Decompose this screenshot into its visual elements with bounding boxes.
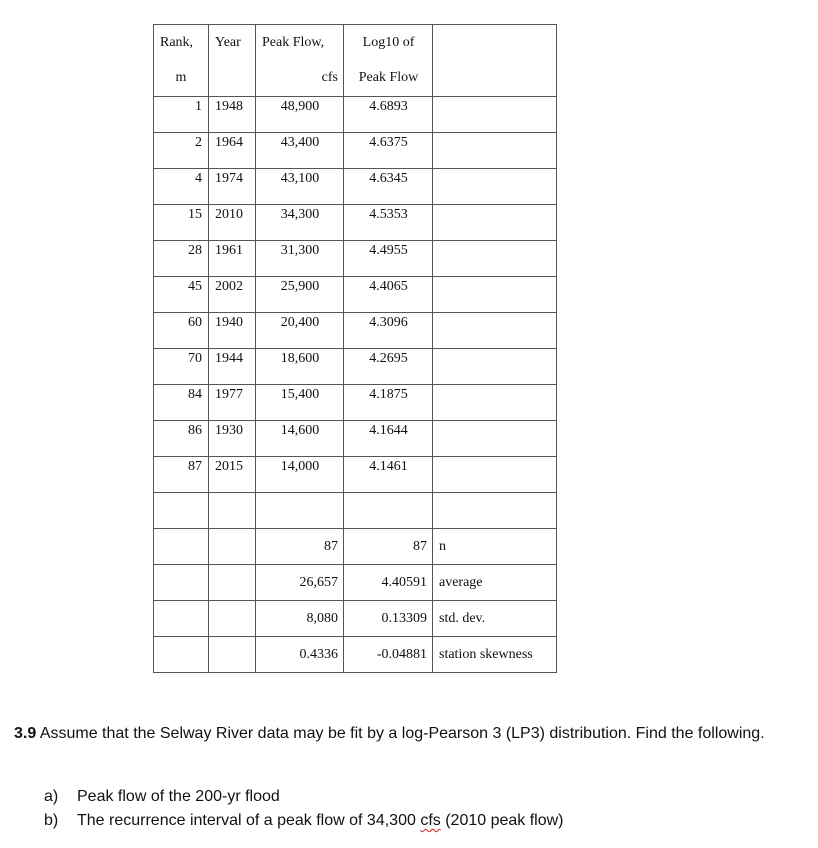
table-cell [433, 349, 557, 385]
table-cell: 1948 [209, 97, 256, 133]
table-cell: 14,600 [256, 421, 344, 457]
item-text-tail: (2010 peak flow) [440, 812, 564, 829]
table-cell: 2015 [209, 457, 256, 493]
table-row [154, 133, 557, 169]
table-cell: 4 [154, 169, 209, 205]
table-cell: 20,400 [256, 313, 344, 349]
table-cell [344, 493, 433, 529]
table-cell: 26,657 [256, 565, 344, 601]
table-cell: 1961 [209, 241, 256, 277]
table-cell: 4.6375 [344, 133, 433, 169]
problem-statement [14, 720, 804, 747]
problem-item-a [44, 785, 564, 809]
table-cell [433, 97, 557, 133]
table-cell [154, 601, 209, 637]
table-cell: 70 [154, 349, 209, 385]
table-row [154, 601, 557, 637]
item-marker: a) [44, 788, 59, 805]
table-cell: 86 [154, 421, 209, 457]
problem-item-b [44, 809, 564, 833]
table-cell: 4.6893 [344, 97, 433, 133]
table-cell [433, 205, 557, 241]
table-cell: 4.5353 [344, 205, 433, 241]
table-cell: 31,300 [256, 241, 344, 277]
table-cell: 43,100 [256, 169, 344, 205]
table-cell [154, 565, 209, 601]
table-cell: 4.1644 [344, 421, 433, 457]
table-cell [433, 457, 557, 493]
table-cell [209, 601, 256, 637]
table-cell: 2 [154, 133, 209, 169]
table-cell: -0.04881 [344, 637, 433, 673]
table-row [154, 385, 557, 421]
column-header: Log10 of [344, 25, 433, 61]
table-row [154, 493, 557, 529]
table-cell: 48,900 [256, 97, 344, 133]
table-row [154, 313, 557, 349]
item-text: The recurrence interval of a peak flow of 34,300 [77, 812, 421, 829]
table-cell: 0.4336 [256, 637, 344, 673]
table-row [154, 457, 557, 493]
table-cell: station skewness [433, 637, 557, 673]
table-cell [433, 385, 557, 421]
table-cell: 4.4065 [344, 277, 433, 313]
table-cell: 2002 [209, 277, 256, 313]
column-header [433, 25, 557, 61]
problem-items [44, 785, 564, 833]
table-cell [209, 637, 256, 673]
table-cell: 4.40591 [344, 565, 433, 601]
table-cell [433, 313, 557, 349]
table-cell: 4.3096 [344, 313, 433, 349]
table-cell [433, 493, 557, 529]
table-cell [209, 565, 256, 601]
table-cell: 1 [154, 97, 209, 133]
table-cell: n [433, 529, 557, 565]
table-cell: 1974 [209, 169, 256, 205]
table-cell: 4.1875 [344, 385, 433, 421]
item-text: Peak flow of the 200-yr flood [77, 788, 280, 805]
table-cell [433, 277, 557, 313]
table-cell [256, 493, 344, 529]
peak-flow-table [153, 24, 557, 673]
table-cell [433, 421, 557, 457]
table-cell: 1977 [209, 385, 256, 421]
problem-number: 3.9 [14, 725, 37, 742]
table-cell: 15,400 [256, 385, 344, 421]
table-cell [154, 529, 209, 565]
table-cell [433, 133, 557, 169]
table-row [154, 349, 557, 385]
table-cell: 45 [154, 277, 209, 313]
column-header: Rank, [154, 25, 209, 61]
table-cell: 1930 [209, 421, 256, 457]
table-cell [209, 529, 256, 565]
table-cell: 1940 [209, 313, 256, 349]
table-row [154, 277, 557, 313]
table-cell: 14,000 [256, 457, 344, 493]
table-cell: 28 [154, 241, 209, 277]
table-cell: 15 [154, 205, 209, 241]
column-header: Peak Flow, [256, 25, 344, 61]
table-cell: 1944 [209, 349, 256, 385]
table-cell: 8,080 [256, 601, 344, 637]
table-row [154, 169, 557, 205]
table-cell: 4.1461 [344, 457, 433, 493]
column-header [209, 61, 256, 97]
table-cell: 18,600 [256, 349, 344, 385]
table-cell: 2010 [209, 205, 256, 241]
table-cell [433, 241, 557, 277]
column-header: Peak Flow [344, 61, 433, 97]
table-cell: 34,300 [256, 205, 344, 241]
table-header-row [154, 61, 557, 97]
column-header [433, 61, 557, 97]
table-cell [209, 493, 256, 529]
table-row [154, 565, 557, 601]
column-header: Year [209, 25, 256, 61]
column-header: m [154, 61, 209, 97]
table-cell: std. dev. [433, 601, 557, 637]
table-row [154, 241, 557, 277]
table-cell: average [433, 565, 557, 601]
table-cell: 60 [154, 313, 209, 349]
table-cell: 84 [154, 385, 209, 421]
table-row [154, 421, 557, 457]
column-header: cfs [256, 61, 344, 97]
table-cell: 25,900 [256, 277, 344, 313]
table-row [154, 205, 557, 241]
table-cell: 1964 [209, 133, 256, 169]
table-cell: 43,400 [256, 133, 344, 169]
table-cell: 87 [256, 529, 344, 565]
table-row [154, 97, 557, 133]
table-header-row [154, 25, 557, 61]
item-marker: b) [44, 812, 59, 829]
table-row [154, 637, 557, 673]
table-row [154, 529, 557, 565]
table-cell: 4.6345 [344, 169, 433, 205]
table-cell [154, 493, 209, 529]
table-cell [433, 169, 557, 205]
table-cell: 87 [154, 457, 209, 493]
problem-text: Assume that the Selway River data may be fit by a log-Pearson 3 (LP3) distribution. Find the following. [39, 725, 765, 742]
table-cell: 4.2695 [344, 349, 433, 385]
spellcheck-word: cfs [420, 812, 441, 829]
table-cell: 0.13309 [344, 601, 433, 637]
table-cell [154, 637, 209, 673]
table-cell: 87 [344, 529, 433, 565]
table-cell: 4.4955 [344, 241, 433, 277]
